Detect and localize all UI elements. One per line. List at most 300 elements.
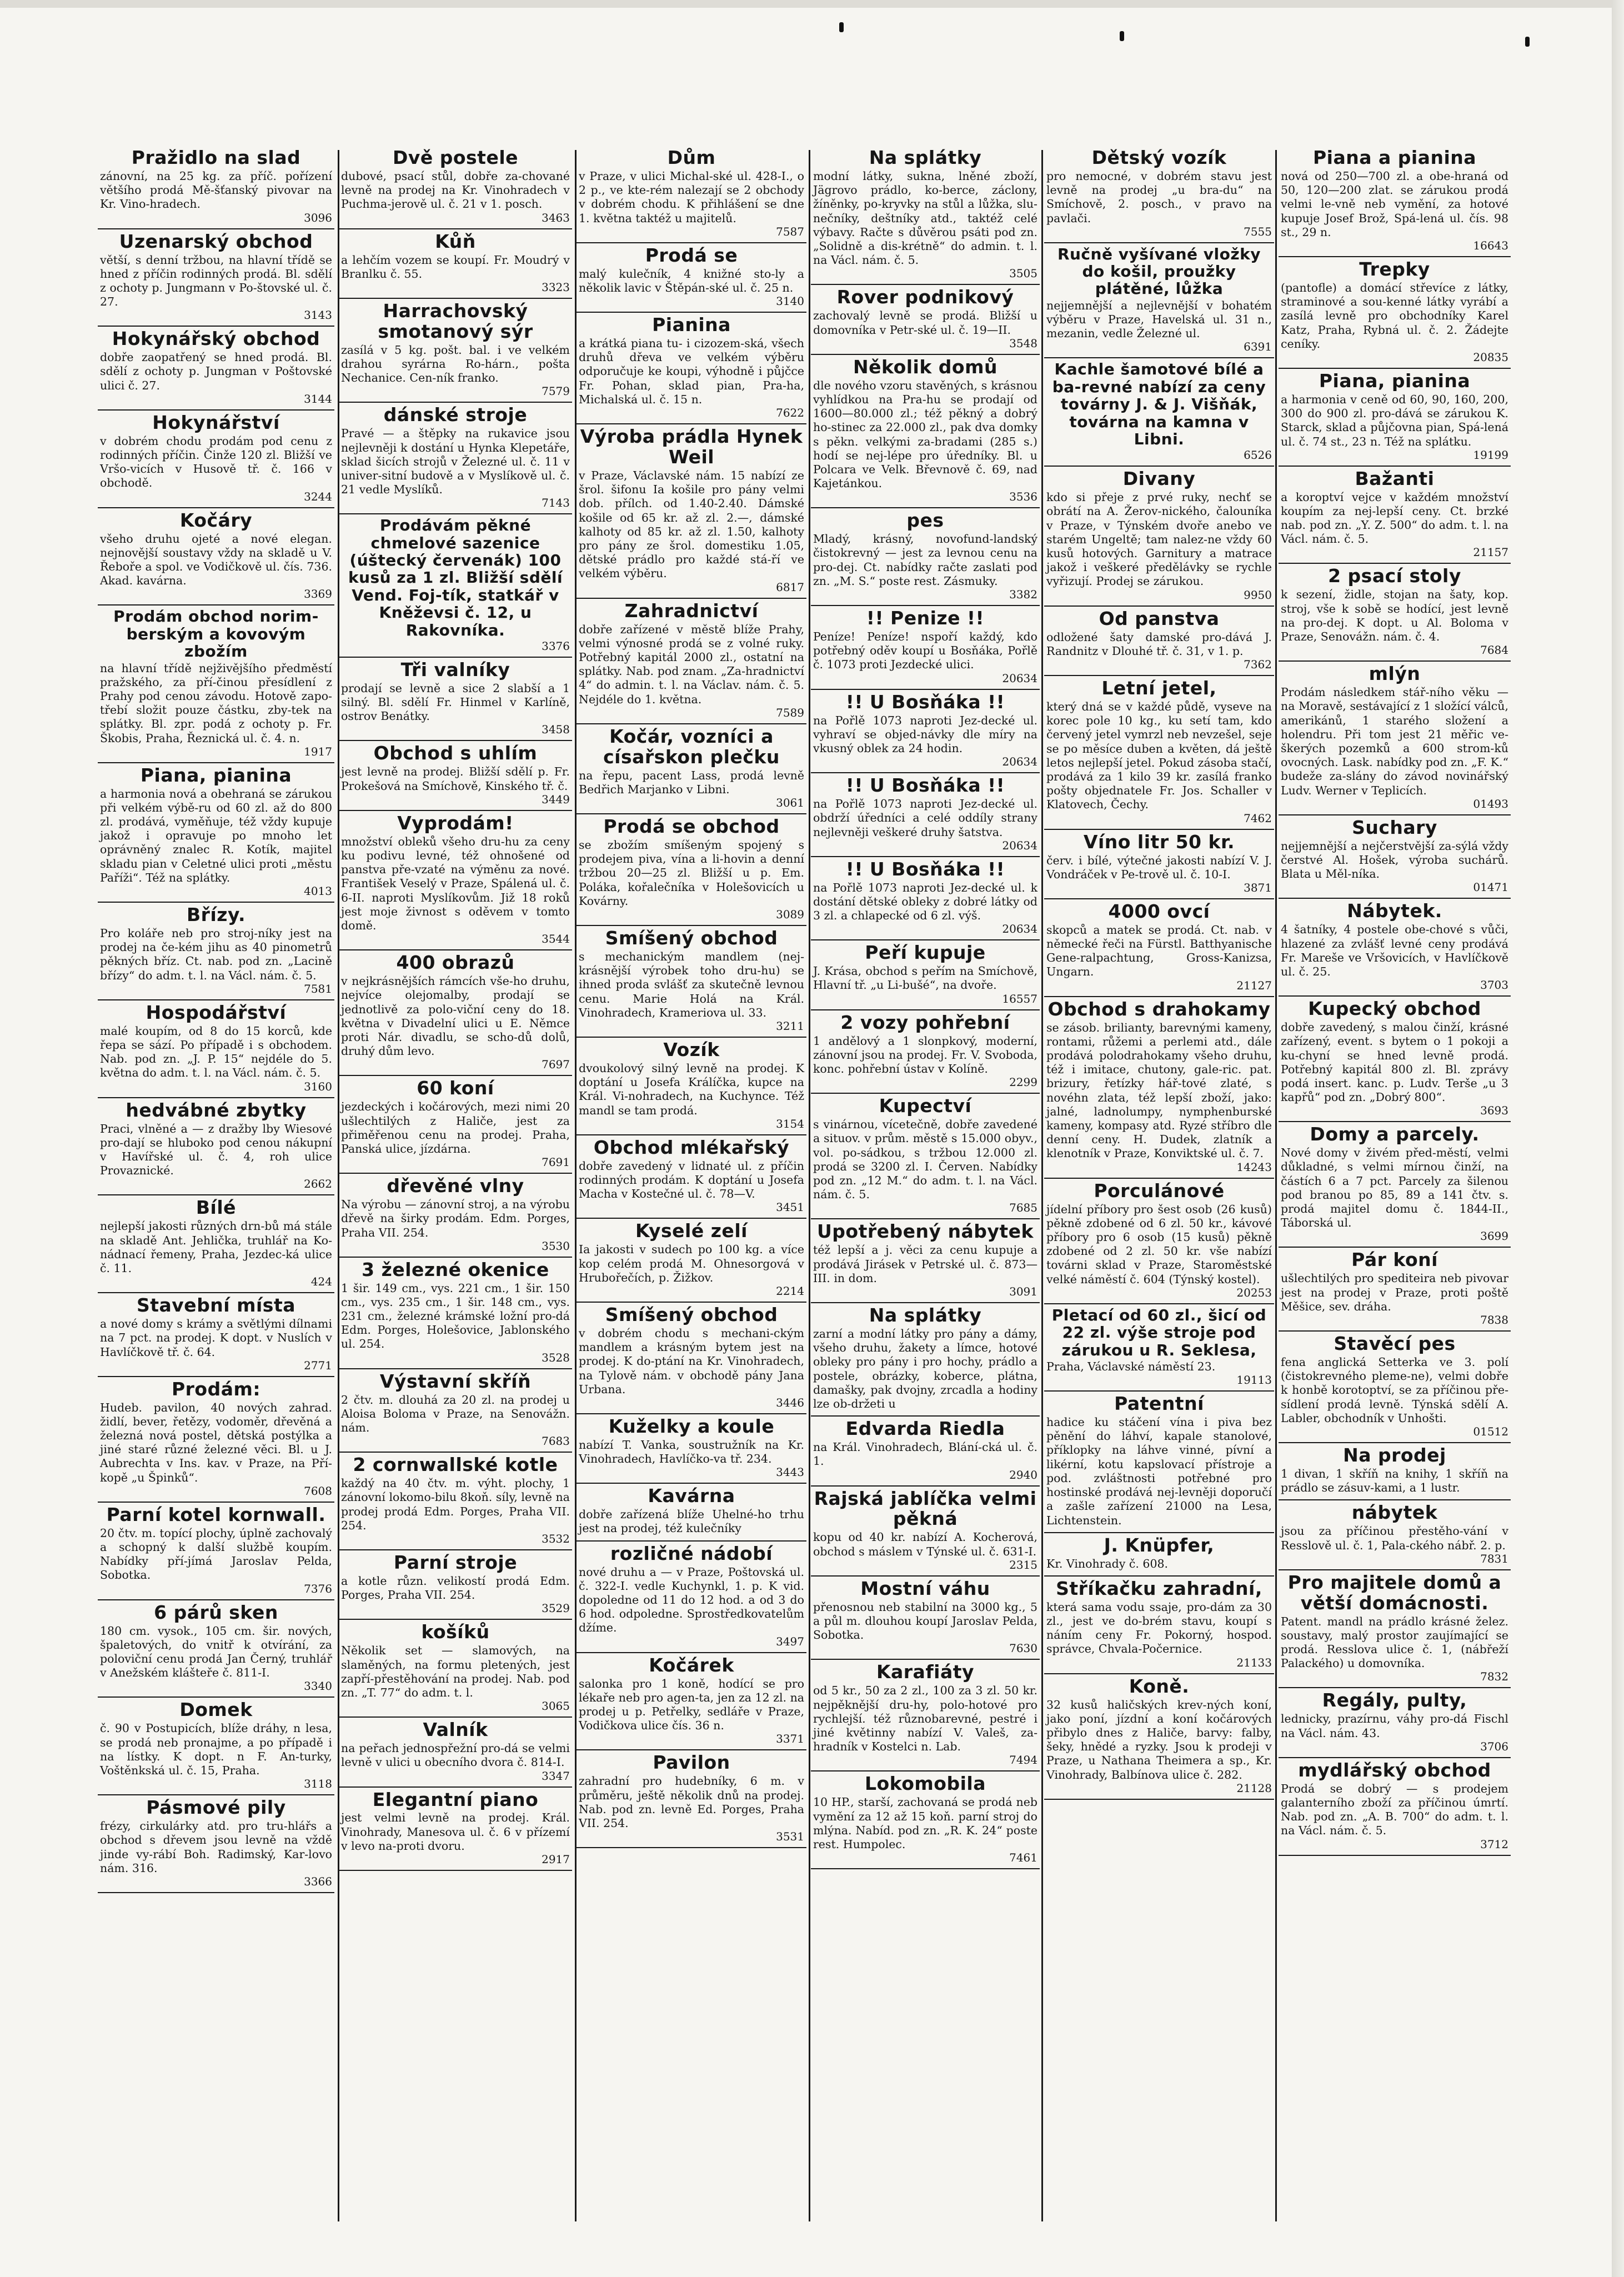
ad-body: jest velmi levně na prodej. Král. Vinohrady, Manesova ul. č. 6 v přízemí v levo na-proti dvoru. (341, 1811, 570, 1853)
ads-column-5 (1044, 146, 1274, 2223)
ad-body: Peníze! Peníze! nspoří každý, kdo potřebný oděv koupí u Bosňáka, Pořlě č. 1073 proti Jezdecké ulici. (813, 630, 1037, 672)
classified-ad (811, 146, 1040, 285)
ad-number: 3693 (1480, 1104, 1508, 1118)
ad-heading: Pásmové pily (146, 1796, 286, 1819)
ad-body: 2 čtv. m. dlouhá za 20 zl. na prodej u Aloisa Boloma v Praze, na Senovážn. nám. (341, 1393, 570, 1435)
ad-body: množství obleků všeho dru-hu za ceny ku podivu levné, též ohnošené od panstva pře-vzaté na výměnu za nové. František Veselý v Praze, Spálená ul. č. 6-II. naproti Myslíkovům. Již 18 roků jest moje živnost s oděvem v tomto domě. (341, 834, 570, 933)
ad-number: 20634 (1002, 755, 1037, 769)
ad-number: 7832 (1480, 1670, 1508, 1684)
ad-body: se zbožím smíšeným spojený s prodejem piva, vína a li-hovin a denní tržbou 20—25 zl. Bližší u p. Em. Poláka, kořalečníka v Holešovicích u Kovárny. (579, 838, 804, 908)
ad-heading: 2 vozy pohřební (840, 1011, 1010, 1033)
ad-heading: 60 koní (417, 1077, 494, 1099)
classified-ad (577, 1135, 806, 1219)
ad-number: 6391 (1244, 340, 1272, 354)
ad-heading: Upotřebený nábytek (816, 1220, 1034, 1243)
ad-number: 01471 (1473, 880, 1508, 894)
ad-heading: Stavební místa (136, 1294, 295, 1317)
ad-body: kdo si přeje z prvé ruky, nechť se obrátí na A. Žerov-nického, čalouníka v Praze, v Týnském dvoře anebo ve starém Ungeltě; tam nalez-ne vždy 60 kusů hotových. Garnitury a matrace jakož i veškeré předělávky se rychle vyřizují. Prodej se zárukou. (1046, 491, 1272, 588)
ad-number: 3211 (776, 1019, 804, 1033)
ad-body: Na výrobu — zánovní stroj, a na výrobu dřevě na širky prodám. Edm. Porges, Praha VII. 254. (341, 1198, 570, 1239)
ad-number: 3531 (776, 1830, 804, 1844)
ad-body: v Praze, Václavské nám. 15 nabízí ze šrol. šifonu Ia košile pro pány velmi dob. přílch. od 1.40-2.40. Dámské košile od 65 kr. až zl. 2.—, dámské kalhoty od 85 kr. až zl. 1.50, kalhoty pro pány ze šrol. domestiku 1.05, dětské prádlo pro každé stá-ří ve velkém výběru. (579, 469, 804, 580)
ad-heading: Pro majitele domů a větší domácnosti. (1287, 1571, 1502, 1614)
ad-number: 01493 (1473, 797, 1508, 810)
ad-number: 4013 (304, 884, 332, 898)
ad-heading: Trepky (1359, 258, 1430, 280)
ad-heading: Nábytek. (1347, 900, 1442, 922)
classified-ad (98, 1377, 334, 1503)
ad-number: 3154 (776, 1117, 804, 1130)
classified-ad (577, 146, 806, 243)
ad-body: v dobrém chodu s mechani-ckým mandlem a krásným bytem jest na prodej. K do-ptání na Kr. Vinohradech, na Tylově nám. v obchodě pány Jana Urbana. (579, 1326, 804, 1396)
classified-ad (811, 1010, 1040, 1094)
classified-ad (1044, 676, 1274, 830)
ad-heading: Elegantní piano (372, 1788, 539, 1810)
ad-body: dvoukolový silný levně na prodej. K doptání u Josefa Králíčka, kupce na Král. Vi-nohradech, na Kuchynce. Též mandl se tam prodá. (579, 1062, 804, 1117)
ad-body: na řepu, pacent Lass, prodá levně Bedřich Marjanko v Libni. (579, 768, 804, 796)
ad-heading: Hospodářství (146, 1001, 287, 1023)
ad-number: 20253 (1236, 1285, 1272, 1299)
classified-ad (339, 1620, 572, 1718)
classified-ad (339, 1174, 572, 1258)
ad-number: 3091 (1009, 1284, 1037, 1298)
ad-number: 3366 (304, 1874, 332, 1888)
classified-ad (811, 355, 1040, 509)
ad-heading: Dům (667, 147, 716, 168)
ad-heading: !! U Bosňáka !! (845, 774, 1005, 797)
paper-edge-top (0, 0, 1624, 8)
ad-number: 3446 (776, 1395, 804, 1409)
ad-body: jezdeckých i kočárových, mezi nimi 20 ušlechtilých z Haliče, jest za přiměřenou cenu na prodej. Praha, Panská ulice, jízdárna. (341, 1100, 570, 1155)
ad-number: 3505 (1009, 267, 1037, 281)
ad-heading: 2 cornwallské kotle (353, 1454, 558, 1476)
classified-ad (577, 1414, 806, 1484)
ad-heading: Prodá se obchod (603, 815, 780, 838)
ad-number: 3532 (542, 1532, 570, 1546)
classified-ad (811, 1660, 1040, 1771)
classified-ad (98, 1195, 334, 1293)
ad-body: Pravé — a štěpky na rukavice jsou nejlevněji k dostání u Hynka Klepetáře, sklad šicích strojů v Železné ul. č. 11 v univer-sitní budově a v Myslíkově ul. č. 21 vedle Myslíků. (341, 427, 570, 497)
ad-number: 7622 (776, 406, 804, 420)
classified-ad (98, 1503, 334, 1600)
ad-number: 3871 (1244, 880, 1272, 894)
ad-number: 3451 (776, 1200, 804, 1214)
ads-column-2 (339, 146, 572, 2223)
ad-body: a lehčím vozem se koupí. Fr. Moudrý v Branlku č. 55. (341, 253, 570, 281)
classified-ad (1279, 564, 1511, 662)
ad-body: Hudeb. pavilon, 40 nových zahrad. židlí, bever, řetězy, vodoměr, dřevěná a železná nová postel, dětská postýlka a jiné staré různé železné věci. Bl. u J. Aubrechta v Ins. kav. v Praze, na Pří-kopě „u Špinků“. (100, 1400, 332, 1484)
ad-number: 3140 (776, 294, 804, 308)
classified-ad (339, 1369, 572, 1453)
page-mark (839, 22, 844, 32)
ad-number: 3143 (304, 308, 332, 322)
classified-ad (339, 146, 572, 229)
ad-body: (pantofle) a domácí střevíce z látky, straminové a sou-kenné látky vyrábí a zasílá levně pro obchodníky Karel Katz, Praha, Rybná ul. č. 2. Žádejte ceníky. (1281, 281, 1508, 351)
ad-number: 20634 (1002, 838, 1037, 852)
classified-ad (98, 327, 334, 411)
ad-body: 1 šir. 149 cm., vys. 221 cm., 1 šir. 150 cm., vys. 235 cm., 1 šir. 148 cm., vys. 231 cm., železné krámské ložní pro-dá Edm. Porges, Holešovice, Jablonského ul. 254. (341, 1281, 570, 1351)
page-mark (1120, 31, 1124, 41)
ad-heading: Obchod s drahokamy (1047, 998, 1271, 1020)
ad-body: modní látky, sukna, lněné zboží, Jägrovo prádlo, ko-berce, záclony, žíněnky, po-kryvky na stůl a lůžka, slu-nečníky, deštníky atd., taktéž celé výbavy. Račte s důvěrou psáti pod zn. „Solidně a dis-krétně“ do admin. t. l. na Václ. nám. č. 5. (813, 169, 1037, 267)
ad-heading: hedvábné zbytky (126, 1099, 307, 1121)
ad-number: 7143 (542, 496, 570, 510)
ad-body: nová od 250—700 zl. a obe-hraná od 50, 120—200 zlat. se zárukou prodá velmi le-vně neb vymění, za hotové kupuje Josef Brož, Spá-lená ul. čís. 98 st., 29 n. (1281, 169, 1508, 239)
ad-body: nové druhu a — v Praze, Poštovská ul. č. 322-I. vedle Kuchynkl, 1. p. K vid. dopoledne od 11 do 12 hod. a od 3 do 6 hod. odpoledne. Sprostředkovatelům džíme. (579, 1565, 804, 1635)
ad-body: na Král. Vinohradech, Blání-cká ul. č. 1. (813, 1440, 1037, 1468)
ad-number: 3347 (542, 1769, 570, 1783)
ad-body: 10 HP., starší, zachovaná se prodá neb vymění za 12 až 15 koň. parní stroj do mlýna. Nabíd. pod zn. „R. K. 24“ poste rest. Humpolec. (813, 1795, 1037, 1851)
ad-body: všeho druhu ojeté a nové elegan. nejnovější soustavy vždy na skladě u V. Řeboře a spol. ve Vodičkově ul. čís. 736. Akad. kavárna. (100, 532, 332, 588)
ad-heading: Pavilon (653, 1751, 730, 1774)
ad-heading: Rover podnikový (836, 286, 1014, 308)
classified-ad (98, 1600, 334, 1698)
classified-ad (811, 1487, 1040, 1577)
ad-body: dobře zařízená blíže Uhelné-ho trhu jest na prodej, též kulečníky (579, 1508, 804, 1535)
ad-heading: Na prodej (1343, 1444, 1446, 1467)
ad-body: lednicky, prazírnu, váhy pro-dá Fischl na Václ. nám. 43. (1281, 1712, 1508, 1740)
ad-body: a koroptví vejce v každém množství koupím za nej-lepší ceny. Ct. brzké nab. pod zn. „Y. Z. 500“ do adm. t. l. na Václ. nám. č. 5. (1281, 490, 1508, 546)
ad-number: 9950 (1244, 588, 1272, 602)
ad-heading: Břízy. (187, 904, 245, 926)
ad-body: jsou za příčinou přestěho-vání v Resslově ul. č. 1, Pala-ckého nábř. 2. p. (1281, 1524, 1508, 1552)
ad-heading: rozličné nádobí (610, 1542, 773, 1564)
ad-body: dobře zaopatřený se hned prodá. Bl. sdělí z ochoty p. Jungman v Poštovské ulici č. 27. (100, 351, 332, 392)
classified-ad (339, 1258, 572, 1369)
ad-heading: 4000 ovcí (1108, 900, 1210, 922)
paper-edge-right (1612, 0, 1624, 2277)
ad-body: Prodá se dobrý — s prodejem galanterního zboží za příčinou úmrtí. Nab. pod zn. „A. B. 700“ do adm. t. l. na Václ. nám. č. 5. (1281, 1781, 1508, 1838)
ad-number: 3530 (542, 1239, 570, 1253)
ad-heading: Zahradnictví (624, 599, 759, 622)
ad-body: v dobrém chodu prodám pod cenu z rodinných příčin. Činže 120 zl. Bližší ve Vršo-vicích v Husově tř. č. 166 v obchodě. (100, 434, 332, 490)
ad-heading: Kuželky a koule (608, 1415, 775, 1437)
ad-number: 19113 (1236, 1373, 1272, 1387)
classified-ad (1279, 369, 1511, 467)
ad-body: malý kulečník, 4 knižné sto-ly a několik lavic v Štěpán-ské ul. č. 25 n. (579, 267, 804, 294)
ad-number: 21133 (1236, 1655, 1272, 1669)
classified-ad (1044, 607, 1274, 676)
ad-number: 20634 (1002, 671, 1037, 685)
ad-heading: !! U Bosňáka !! (845, 858, 1005, 880)
ad-number: 7683 (542, 1434, 570, 1448)
ad-heading: Pražidlo na slad (131, 147, 301, 168)
ad-heading: mlýn (1369, 663, 1421, 685)
ad-heading: mydlářský obchod (1298, 1759, 1491, 1781)
ad-number: 7697 (542, 1058, 570, 1072)
ad-number: 3376 (542, 639, 570, 653)
ad-body: větší, s denní tržbou, na hlavní třídě se hned z příčin rodinných prodá. Bl. sdělí z ochoty p. Jungmann v Po-štovské ul. č. 27. (100, 253, 332, 309)
ad-body: na peřach jednospřežní pro-dá se velmi levně v ulici u obecního dvora č. 814-I. (341, 1741, 570, 1769)
classified-ad (577, 1653, 806, 1751)
ad-body: který dná se v každé půdě, vyseve na korec pole 10 kg., ku setí tam, kdo červený jetel vymrzl neb nevzešel, seje se po měsíce duben a květen, dá ještě letos nejlepší jetel. Pokud zásoba stačí, prodává za 1 kilo 39 kr. zasílá franko pošty objednatele Fr. Jos. Schaller v Klatovech, Čechy. (1046, 699, 1272, 812)
ad-body: k sezení, židle, stojan na šaty, kop. stroj, vše k sobě se hodící, jest levně na pro-dej. K dopt. u Al. Boloma v Praze, Senovážn. nám. č. 4. (1281, 588, 1508, 644)
ad-number: 7684 (1480, 643, 1508, 657)
classified-ad (577, 1542, 806, 1653)
classified-ad (1044, 830, 1274, 899)
ad-number: 3703 (1480, 978, 1508, 992)
classified-ad (1044, 1674, 1274, 1800)
ad-heading: Pár koní (1351, 1249, 1438, 1271)
ad-number: 6526 (1244, 448, 1272, 462)
ad-number: 20835 (1473, 350, 1508, 364)
ad-heading: Letní jetel, (1101, 677, 1217, 699)
ad-heading: Hokynářský obchod (112, 328, 320, 350)
classified-ad (577, 424, 806, 599)
ad-number: 3544 (542, 932, 570, 946)
classified-ad (339, 1788, 572, 1871)
ad-number: 3443 (776, 1465, 804, 1479)
classified-ads-page (98, 146, 1511, 2223)
ad-heading: Prodám obchod norim-berským a kovovým zbožím (113, 607, 319, 661)
classified-ad (1044, 1577, 1274, 1674)
classified-ad (98, 1795, 334, 1893)
ad-heading: 400 obrazů (396, 952, 515, 974)
ad-number: 7608 (304, 1484, 332, 1498)
ad-body: zánovní, na 25 kg. za příč. pořízení většího prodá Mě-šťanský pivovar na Kr. Vino-hradech. (100, 169, 332, 211)
ad-number: 7581 (304, 982, 332, 995)
classified-ad (577, 1303, 806, 1414)
ad-body: a krátká piana tu- i cizozem-ská, všech druhů dřeva ve velkém výběru odporučuje ke koupi, výhodně i půjčce Fr. Pohan, sklad pian, Pra-ha, Michalská ul. č. 15 n. (579, 337, 804, 406)
ad-number: 21157 (1473, 546, 1508, 559)
classified-ad (1279, 1443, 1511, 1500)
ad-body: 32 kusů haličských krev-ných koní, jako poní, jízdní a koní kočárových přibylo dnes z Haliče, barvy: falby, šeky, hnědé a ryzky. Jsou k prodeji v Praze, u Nathana Theimera a sp., Kr. Vinohrady, Balbínova ulice č. 282. (1046, 1698, 1272, 1781)
classified-ad (1044, 899, 1274, 997)
ad-heading: Několik domů (853, 356, 998, 378)
ad-body: hadice ku stáčení vína i piva bez pěnění do láhví, kapale stanolové, příklopky na láhve vinné, pívní a likérní, kotu kapslovací přístroje a pod. zvláštnosti potřebné pro hostinské prodává nej-levněji doporučí a zašle zařízení 21000 na Lesa, Lichtenstein. (1046, 1415, 1272, 1527)
ad-body: Prodám následkem stář-ního věku — na Moravě, sestávající z 1 složící válců, amerikánů, 1 starého složení a holendru. Při tom jest 21 měřic ve-škerých pozemků a 600 strom-ků ovocných. Lask. nabídky pod zn. „F. K.“ budeže za-slány do závod novinářský Ludv. Werner v Teplicích. (1281, 685, 1508, 797)
classified-ad (577, 313, 806, 424)
ad-number: 7685 (1009, 1201, 1037, 1215)
ad-number: 7630 (1009, 1642, 1037, 1655)
ad-body: Ia jakosti v sudech po 100 kg. a více kop celém prodá M. Ohnesorgová v Hrubořečích, p. Žižkov. (579, 1243, 804, 1284)
ad-body: 20 čtv. m. topící plochy, úplně zachovalý a schopný k další službě koupím. Nabídky pří-jímá Jaroslav Pelda, Sobotka. (100, 1526, 332, 1582)
ad-body: 180 cm. vysok., 105 cm. šir. nových, špaletových, do vnitř k otvírání, za poloviční cenu prodá Jan Černý, truhlář v Anežském klášteře č. 811-I. (100, 1624, 332, 1680)
ad-heading: Kočár, vozníci a císařskon plečku (603, 725, 780, 768)
ad-heading: Harrachovský smotanový sýr (378, 299, 533, 342)
classified-ad (811, 690, 1040, 774)
ad-body: dobře zavedený, s malou činží, krásné zařízený, event. s bytem o 1 pokoji a ku-chyní se hned levně prodá. Potřebný kapitál 800 zl. Bl. zprávy podá insert. kanc. p. Ludv. Terše „u 3 kapřů“ pod zn. „Dobrý 800“. (1281, 1020, 1508, 1104)
ad-heading: Parní stroje (393, 1552, 518, 1574)
ad-heading: Peří kupuje (865, 942, 986, 964)
ad-number: 3061 (776, 796, 804, 810)
classified-ad (339, 1550, 572, 1620)
classified-ad (339, 403, 572, 514)
ad-heading: Domek (179, 1699, 253, 1721)
ad-heading: Suchary (1352, 816, 1437, 838)
ad-heading: Hokynářství (152, 411, 280, 433)
ad-number: 3096 (304, 211, 332, 224)
ad-heading: Smíšený obchod (605, 1303, 778, 1325)
ad-body: zahradní pro hudebníky, 6 m. v průměru, ještě několik dnů na prodej. Nab. pod zn. levně Ed. Porges, Praha VII. 254. (579, 1774, 804, 1830)
classified-ad (98, 763, 334, 903)
ad-body: odložené šaty damské pro-dává J. Randnitz v Dlouhé tř. č. 31, v 1. p. (1046, 630, 1272, 658)
ad-heading: Piana a pianina (1312, 147, 1477, 168)
ad-heading: Lokomobila (864, 1773, 986, 1795)
ad-number: 3529 (542, 1602, 570, 1615)
ad-heading: Prodávám pěkné chmelové sazenice (úštecký červenák) 100 kusů za 1 zl. Bližší sdělí Vend. Foj-tík, statkář v Kněževsi č. 12, u Rakovníka. (348, 516, 563, 639)
classified-ad (1279, 1500, 1511, 1570)
ad-body: a harmonia nová a obehraná se zárukou při velkém výbě-ru od 60 zl. až do 800 zl. prodává, vyměňuje, též vždy kupuje jakož i opravuje po mnoho let oprávněný znalec R. Kotík, majitel skladu pian v Celetné ulici proti „městu Paříži“. Též na splátky. (100, 787, 332, 884)
page-mark (1525, 37, 1530, 47)
classified-ad (339, 1076, 572, 1174)
classified-ad (577, 814, 806, 926)
ad-heading: Kočárek (649, 1654, 734, 1676)
ad-body: na Pořlě 1073 naproti Jez-decké ul. vyhraví se objed-návky dle míry na vkusný oblek za 24 hodin. (813, 713, 1037, 755)
classified-ad (339, 1453, 572, 1550)
classified-ad (339, 514, 572, 658)
ad-heading: dřevěné vlny (387, 1175, 524, 1197)
ad-body: č. 90 v Postupicích, blíže dráhy, n lesa, se prodá neb pronajme, a po případě i na lístky. K dopt. n F. An-turky, Voštěnkská ul. č. 15, Praha. (100, 1721, 332, 1777)
classified-ad (811, 1219, 1040, 1303)
ad-heading: Patentní (1114, 1393, 1204, 1415)
classified-ad (811, 508, 1040, 606)
ad-heading: Prodám: (171, 1378, 261, 1400)
ad-body: zachovalý levně se prodá. Bližší u domovníka v Petr-ské ul. č. 19—II. (813, 309, 1037, 337)
classified-ad (811, 1094, 1040, 1219)
ad-number: 2315 (1009, 1558, 1037, 1572)
ad-body: Patent. mandl na prádlo krásné želez. soustavy, malý prostor zaujímající se prodá. Resslova ulice č. 1, (nábřeží Palackého) u domovníka. (1281, 1614, 1508, 1670)
ad-number: 3458 (542, 723, 570, 737)
ad-heading: !! Penize !! (866, 607, 985, 629)
ad-body: a harmonia v ceně od 60, 90, 160, 200, 300 do 900 zl. pro-dává se zárukou K. Starck, sklad a půjčovna pian, Spá-lená ul. č. 74 st., 23 n. Též na splátku. (1281, 392, 1508, 448)
ad-heading: Piana, pianina (1319, 369, 1471, 392)
ads-column-1 (98, 146, 334, 2223)
ad-body: ušlechtilých pro spediteira neb pivovar jest na prodej v Praze, proti poště Měšice, sev. dráha. (1281, 1272, 1508, 1313)
ad-number: 3118 (304, 1777, 332, 1791)
ad-number: 2771 (304, 1358, 332, 1372)
ad-heading: Vozík (663, 1039, 720, 1061)
ad-body: nejlepší jakosti různých drn-bů má stále na skladě Ant. Jehlička, truhlář na Ko-nádnací řemeny, Praha, Jezdec-ká ulice č. 11. (100, 1219, 332, 1275)
classified-ad (577, 724, 806, 814)
ad-heading: Stříkačku zahradní, (1056, 1577, 1262, 1599)
ad-number: 3340 (304, 1679, 332, 1693)
classified-ad (811, 1303, 1040, 1417)
ad-number: 3244 (304, 489, 332, 503)
classified-ad (98, 508, 334, 606)
ad-number: 1917 (304, 744, 332, 758)
ad-body: Několik set — slamových, na slaměných, na formu pletených, jest zapří-přestěhování na prodej. Nab. pod zn. „T. 77“ do adm. t. l. (341, 1644, 570, 1699)
ad-heading: Kočáry (179, 509, 253, 531)
ad-heading: Dvě postele (392, 147, 519, 168)
classified-ad (577, 1750, 806, 1848)
classified-ad (1279, 1758, 1511, 1856)
ad-body: v Praze, v ulici Michal-ské ul. 428-I., o 2 p., ve kte-rém nalezají se 2 obchody v dobrém chodu. K přihlášení se dne 1. května taktéž u majitelů. (579, 169, 804, 225)
ad-body: na hlavní třídě nejživějšího předměstí pražského, za pří-činou přesídlení z Prahy pod cenou závodu. Hotově zapo-třebí složit pouze částku, zby-tek na splátky. Bl. zpr. podá z ochoty p. Fr. Škobis, Praha, Řeznická ul. č. 4. n. (100, 661, 332, 745)
ad-heading: Uzenarský obchod (119, 230, 313, 252)
ad-heading: Ručně vyšívané vložky do košil, proužky plátěné, lůžka (1057, 244, 1261, 298)
ad-number: 21128 (1236, 1781, 1272, 1795)
ad-body: zarní a modní látky pro pány a dámy, všeho druhu, žakety a límce, hotové obleky pro pány i pro hochy, prádlo a postele, obrázky, koberce, plátna, damašky, pak dvojny, zrcadla a hodiny lze ob-držeti u (813, 1327, 1037, 1410)
ad-body: zasílá v 5 kg. pošt. bal. i ve velkém drahou syrárna Ro-hárn., pošta Nechanice. Cen-ník franko. (341, 343, 570, 385)
ad-number: 3369 (304, 587, 332, 601)
classified-ad (1279, 1570, 1511, 1689)
ad-heading: Divany (1122, 468, 1196, 490)
classified-ad (811, 1417, 1040, 1486)
ad-number: 21127 (1236, 978, 1272, 992)
ad-number: 7691 (542, 1155, 570, 1169)
ad-number: 7376 (304, 1582, 332, 1595)
classified-ad (1044, 243, 1274, 359)
ad-heading: Pletací od 60 zl., šicí od 22 zl. výše stroje pod zárukou u R. Seklesa, (1051, 1305, 1267, 1359)
ad-heading: pes (906, 509, 944, 532)
ad-body: nejjemnější a nejčerstvější za-sýlá vždy čerstvé Al. Hošek, výroba suchárů. Blata u Měl-níka. (1281, 839, 1508, 881)
classified-ad (1279, 1248, 1511, 1332)
ad-body: 1 andělový a 1 slonpkový, moderní, zánovní jsou na prodej. Fr. V. Svoboda, konc. pohřební ústav v Kolíně. (813, 1034, 1037, 1076)
ad-heading: Regály, pulty, (1322, 1689, 1467, 1711)
ad-body: se zásob. brilianty, barevnými kameny, rontami, růžemi a perlemi atd., dále prodává polodrahokamy všeho druhu, též i imitace, chutony, gale-ric. pat. brizury, řetízky hář-tové zlaté, s novéhn zlata, též lepší zboží, jako: jalné, ladnolumpy, nymphenburské kameny, kompasy atd. Ryzé stříbro dle denní ceny. H. Dudek, zlatník a klenotník v Praze, Konviktské ul. č. 7. (1046, 1020, 1272, 1160)
ad-number: 2940 (1009, 1468, 1037, 1482)
ad-body: jest levně na prodej. Bližší sdělí p. Fr. Prokešová na Smíchově, Kinského tř. č. (341, 765, 570, 793)
classified-ad (1044, 467, 1274, 606)
ad-heading: dánské stroje (383, 404, 528, 426)
ad-heading: Porculánové (1094, 1179, 1225, 1202)
ad-body: každý na 40 čtv. m. výht. plochy, 1 zánovní lokomo-bilu 8koň. síly, levně na prodej prodá Edm. Porges, Praha VII. 254. (341, 1477, 570, 1532)
ad-body: J. Krása, obchod s peřím na Smíchově, Hlavní tř. „u Li-bušé“, na dvoře. (813, 964, 1037, 992)
ad-body: frézy, cirkulárky atd. pro tru-hlářs a obchod s dřevem jsou levně na vždě jinde vy-rábí Boh. Radimský, Kar-lovo nám. 316. (100, 1819, 332, 1875)
ad-heading: košíků (421, 1621, 490, 1643)
ad-number: 7579 (542, 384, 570, 398)
ad-heading: Smíšený obchod (605, 927, 778, 949)
classified-ad (98, 1000, 334, 1098)
classified-ad (1044, 146, 1274, 243)
ad-body: nejjemnější a nejlevnější v bohatém výběru v Praze, Havelská ul. 31 n., mezanin, vedle Železné ul. (1046, 298, 1272, 341)
ad-number: 2917 (542, 1853, 570, 1866)
ad-number: 2662 (304, 1177, 332, 1191)
ad-number: 3699 (1480, 1229, 1508, 1243)
ad-heading: Od panstva (1099, 607, 1220, 629)
ad-body: Praha, Václavské náměstí 23. (1046, 1359, 1216, 1373)
ad-body: Nové domy v živém před-městí, velmi důkladné, s velmi mírnou činží, na částích 6 a 7 pct. Parcely za šilenou pod branou po 85, 89 a 141 čtv. s. prodá majitel domu č. 1844-II., Táborská ul. (1281, 1146, 1508, 1230)
classified-ad (339, 1718, 572, 1787)
classified-ad (98, 903, 334, 1000)
ad-number: 3528 (542, 1350, 570, 1364)
ad-body: na Pořlě 1073 naproti Jez-decké ul. obdrží úředníci a celé oddíly strany nejlevněji veškeré druhy šatstva. (813, 797, 1037, 839)
ad-heading: Na splátky (869, 147, 982, 168)
classified-ad (339, 811, 572, 950)
ad-body: Kr. Vinohrady č. 608. (1046, 1557, 1169, 1570)
ad-heading: J. Knüpfer, (1104, 1534, 1215, 1556)
ad-number: 3449 (542, 792, 570, 806)
ad-heading: Valník (423, 1719, 488, 1741)
ad-heading: Víno litr 50 kr. (1083, 830, 1235, 853)
classified-ad (1044, 1533, 1274, 1577)
ad-heading: !! U Bosňáka !! (845, 690, 1005, 713)
ad-number: 14243 (1236, 1160, 1272, 1174)
ads-column-4 (811, 146, 1040, 2223)
ad-heading: Parní kotel kornwall. (106, 1503, 326, 1525)
ad-body: prodají se levně a sice 2 slabší a 1 silný. Bl. sdělí Fr. Hinmel v Karlíně, ostrov Benátky. (341, 681, 570, 723)
classified-ad (811, 606, 1040, 690)
ads-column-3 (577, 146, 806, 2223)
classified-ad (811, 940, 1040, 1010)
ad-body: jídelní příbory pro šest osob (26 kusů) pěkně zdobené od 6 zl. 50 kr., kávové příbory pro 6 osob (15 kusů) pěkně zdobené od 2 zl. 50 kr. vše nabízí továrni sklad v Praze, Staroměstské velké náměstí č. 604 (Týnský kostel). (1046, 1202, 1272, 1286)
ad-body: dubové, psací stůl, dobře za-chované levně na prodej na Kr. Vinohradech v Puchma-jerově ul. č. 21 v 1. posch. (341, 169, 570, 211)
classified-ad (98, 411, 334, 508)
classified-ad (1044, 358, 1274, 467)
ad-heading: nábytek (1351, 1502, 1438, 1524)
classified-ad (98, 605, 334, 763)
ad-number: 6817 (776, 580, 804, 594)
ad-number: 3706 (1480, 1739, 1508, 1753)
ad-body: Pro koláře neb pro stroj-níky jest na prodej na če-kém jihu as 40 pinometrů pěkných bříz. Ct. nab. pod zn. „Lacině břízy“ do adm. t. l. na Václ. nám. č. 5. (100, 927, 332, 982)
ad-body: přenosnou neb stabilní na 3000 kg., 5 a půl m. dlouhou koupí Jaroslav Pelda, Sobotka. (813, 1600, 1037, 1642)
ad-body: salonka pro 1 koně, hodící se pro lékaře neb pro agen-ta, jen za 12 zl. na prodej u p. Petřelky, sedláře v Praze, Vodičkova ulice čís. 36 n. (579, 1677, 804, 1733)
ad-number: 3144 (304, 392, 332, 406)
ad-heading: 6 párů sken (154, 1601, 278, 1623)
ad-number: 7462 (1244, 811, 1272, 825)
ad-number: 7589 (776, 705, 804, 719)
